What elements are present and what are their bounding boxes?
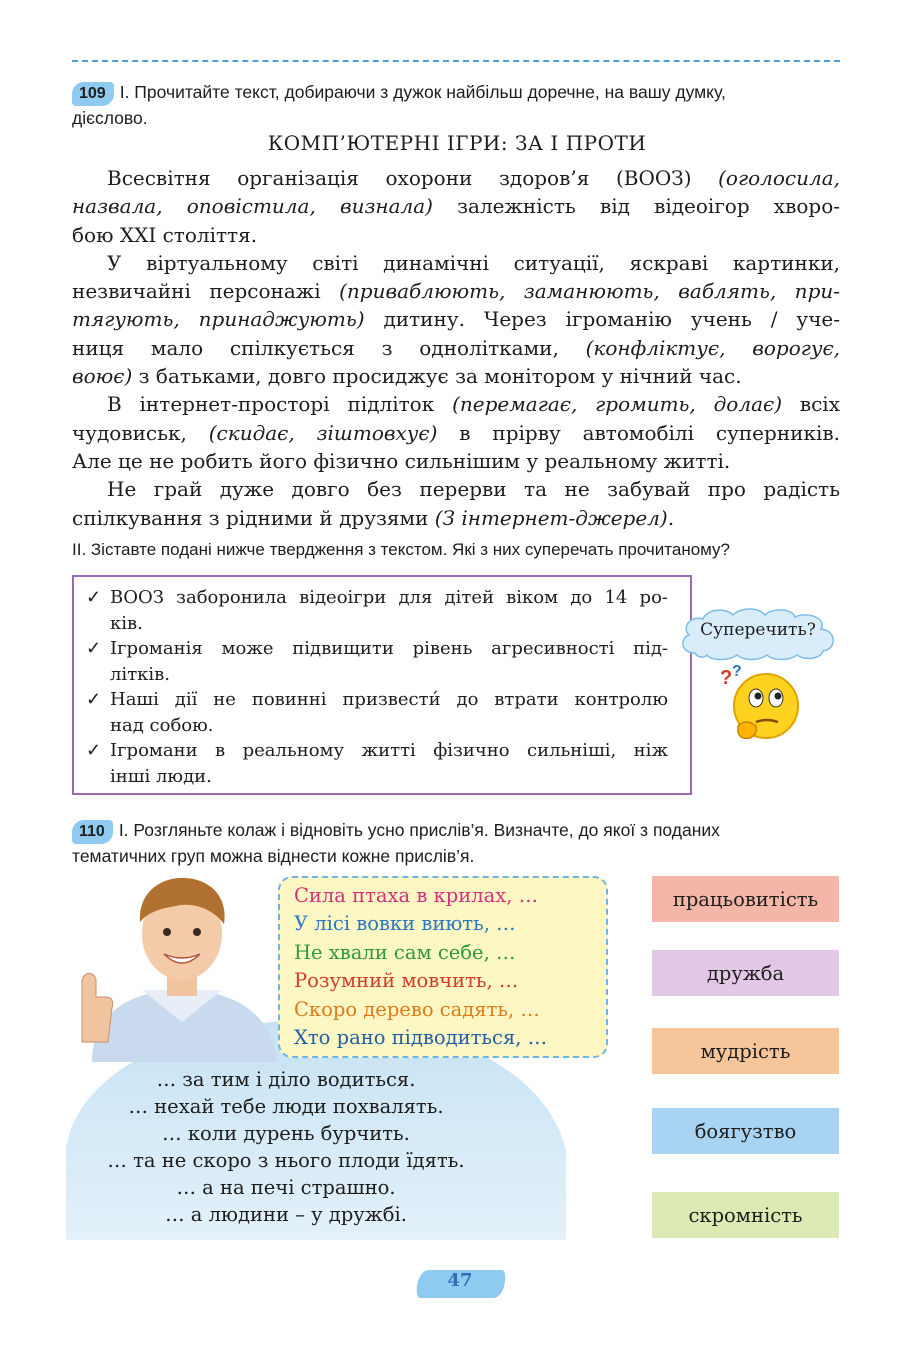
checkmark-icon: ✓ (86, 587, 102, 608)
task-number-badge: 110 (72, 820, 113, 844)
checkmark-icon: ✓ (86, 638, 102, 659)
proverb-end: … за тим і діло водиться. (156, 1068, 416, 1091)
statement-item: ✓ Ігроманія може підвищити рівень агресивності під- літків. (86, 636, 668, 687)
svg-text:?: ? (720, 667, 733, 689)
checkmark-icon: ✓ (86, 740, 102, 761)
svg-text:?: ? (732, 663, 742, 680)
proverb-end: … нехай тебе люди похвалять. (128, 1095, 444, 1119)
paragraph-2: У віртуальному світі динамічні ситуації, яскраві картинки, незвичайні персонажі (приваблюють, заманюють, ваблять, при- тягують, принаджують) дитину. Через ігроманію учень / уче- ниця мало спілкується з однолітками, (конфліктує, ворогує, воює) з батьками, довго просиджує за монітором у нічний час. (72, 250, 841, 389)
top-dashed-rule (72, 60, 840, 62)
task-109-instruction: 109 І. Прочитайте текст, добираючи з дужок найбільш доречне, на вашу думку, дієслово. (72, 82, 726, 128)
statement-item: ✓ ВООЗ заборонила відеоігри для дітей віком до 14 ро- ків. (86, 585, 668, 636)
paragraph-3: В інтернет-просторі підліток (перемагає, громить, долає) всіх чудовиськ, (скидає, зіштовхує) в прірву автомобілі суперників. Але це не робить його фізично сильнішим у реальному житті. (72, 392, 840, 473)
cloud-label: Суперечить? (700, 620, 816, 640)
proverb-start: У лісі вовки виють, … (294, 912, 516, 936)
paragraph-4: Не грай дуже довго без перерви та не забувай про радість спілкування з рідними й друзями (З інтернет-джерел). (72, 477, 840, 530)
proverb-end: … коли дурень бурчить. (162, 1122, 410, 1146)
paragraph-1: Всесвітня організація охорони здоров’я (ВООЗ) (оголосила, назвала, оповістила, визнала) залежність від відеоігор хворо- бою XXI століття. (72, 166, 840, 247)
thinking-smiley-icon (716, 660, 806, 750)
task-110-instruction: 110 І. Розгляньте колаж і відновіть усно прислів’я. Визначте, до якої з поданих тематичних груп можна віднести кожне прислів’я. (72, 820, 720, 866)
topic-label: мудрість (652, 1028, 839, 1074)
statement-item: ✓ Наші дії не повинні призвести́ до втрати контролю над собою. (86, 687, 668, 738)
question-2: ІІ. Зіставте подані нижче твердження з текстом. Які з них суперечать прочитаному? (72, 540, 731, 559)
proverb-endings (66, 1066, 506, 1229)
reading-text (72, 164, 840, 532)
topic-label: працьовитість (652, 876, 839, 922)
proverb-start: Скоро дерево садять, … (294, 997, 540, 1021)
statements-box (72, 575, 692, 795)
page-number: 47 (447, 1270, 473, 1291)
text-title: КОМП’ЮТЕРНІ ІГРИ: ЗА І ПРОТИ (267, 131, 647, 155)
proverb-start: Хто рано підводиться, … (294, 1026, 548, 1050)
proverb-start: Сила птаха в крилах, … (294, 884, 539, 907)
proverb-beginnings-box (278, 876, 608, 1058)
proverb-start: Розумний мовчить, … (294, 969, 519, 993)
proverb-end: … а людини – у дружбі. (165, 1203, 407, 1227)
statement-item: ✓ Ігромани в реальному житті фізично сильніші, ніж інші люди. (86, 738, 668, 789)
proverb-end: … та не скоро з нього плоди їдять. (107, 1149, 465, 1173)
checkmark-icon: ✓ (86, 689, 102, 710)
proverb-start: Не хвали сам себе, … (294, 940, 516, 964)
smiling-boy-image (72, 872, 287, 1062)
proverb-end: … а на печі страшно. (176, 1176, 396, 1200)
task-number-badge: 109 (72, 82, 114, 106)
topic-label: скромність (652, 1192, 839, 1238)
topic-label: дружба (652, 950, 839, 996)
topic-label: боягузтво (652, 1108, 839, 1154)
